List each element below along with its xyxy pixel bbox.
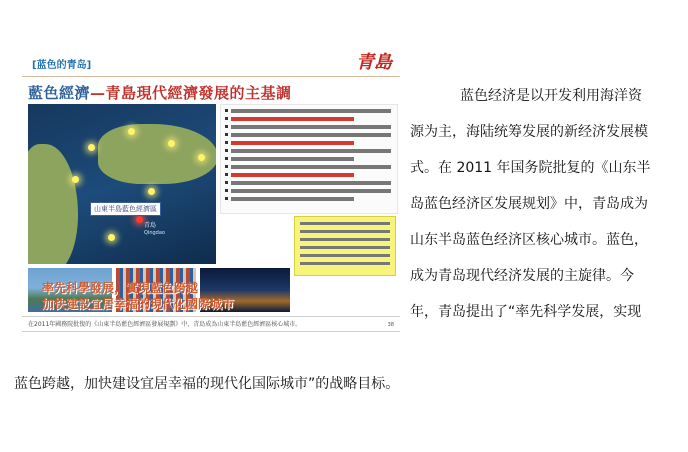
section-tag: [蓝色的青岛] — [32, 60, 92, 71]
figure-header — [22, 52, 400, 77]
events-list-image — [220, 104, 398, 214]
map-city-label: 青島 — [144, 222, 157, 229]
paragraph-line: 蓝色跨越，加快建设宜居幸福的现代化国际城市”的战略目标。 — [14, 376, 400, 392]
figure-title — [28, 82, 292, 103]
map-city-dot — [128, 128, 135, 135]
title-blue-economy: 藍色經濟 — [28, 84, 91, 102]
paragraph-line: 蓝色经济是以开发利用海洋资 — [460, 88, 642, 104]
map-image — [28, 104, 216, 264]
map-city-dot — [168, 140, 175, 147]
paragraph-line: 源为主，海陆统筹发展的新经济发展模 — [410, 124, 648, 140]
slogan-line-1: 率先科學發展，實現藍色跨越 — [42, 281, 199, 295]
paragraph-line: 岛蓝色经济区发展规划》中，青岛成为 — [410, 196, 648, 212]
slogan — [42, 280, 234, 312]
paragraph-line: 年，青岛提出了“率先科学发展，实现 — [410, 304, 642, 320]
title-subtitle: —青島現代經濟發展的主基調 — [90, 84, 292, 102]
map-region-label: 山東半島藍色經濟區 — [90, 202, 161, 216]
paragraph-line: 山东半岛蓝色经济区核心城市。蓝色， — [410, 232, 648, 248]
figure-caption: 在2011年國務院批復的《山東半島藍色經濟區發展規劃》中，青島成為山東半島藍色經濟區核心城市。 — [22, 316, 400, 332]
brochure-image — [22, 52, 400, 340]
map-land — [28, 144, 78, 264]
paragraph-line: 式。在 2011 年国务院批复的《山东半 — [410, 160, 651, 176]
qingdao-dot — [136, 216, 143, 223]
highlight-note — [294, 216, 396, 276]
slogan-line-2: 加快建設宜居幸福的現代化國際城市 — [42, 297, 235, 311]
map-city-dot — [198, 154, 205, 161]
map-city-dot — [148, 188, 155, 195]
page-number: 38 — [387, 322, 394, 328]
map-city-dot — [88, 144, 95, 151]
qingdao-logo: 青島 — [356, 52, 392, 73]
map-city-dot — [72, 176, 79, 183]
paragraph-line: 成为青岛现代经济发展的主旋律。今 — [410, 268, 634, 284]
map-city-dot — [108, 234, 115, 241]
map-city-label-en: Qingdao — [144, 230, 165, 236]
